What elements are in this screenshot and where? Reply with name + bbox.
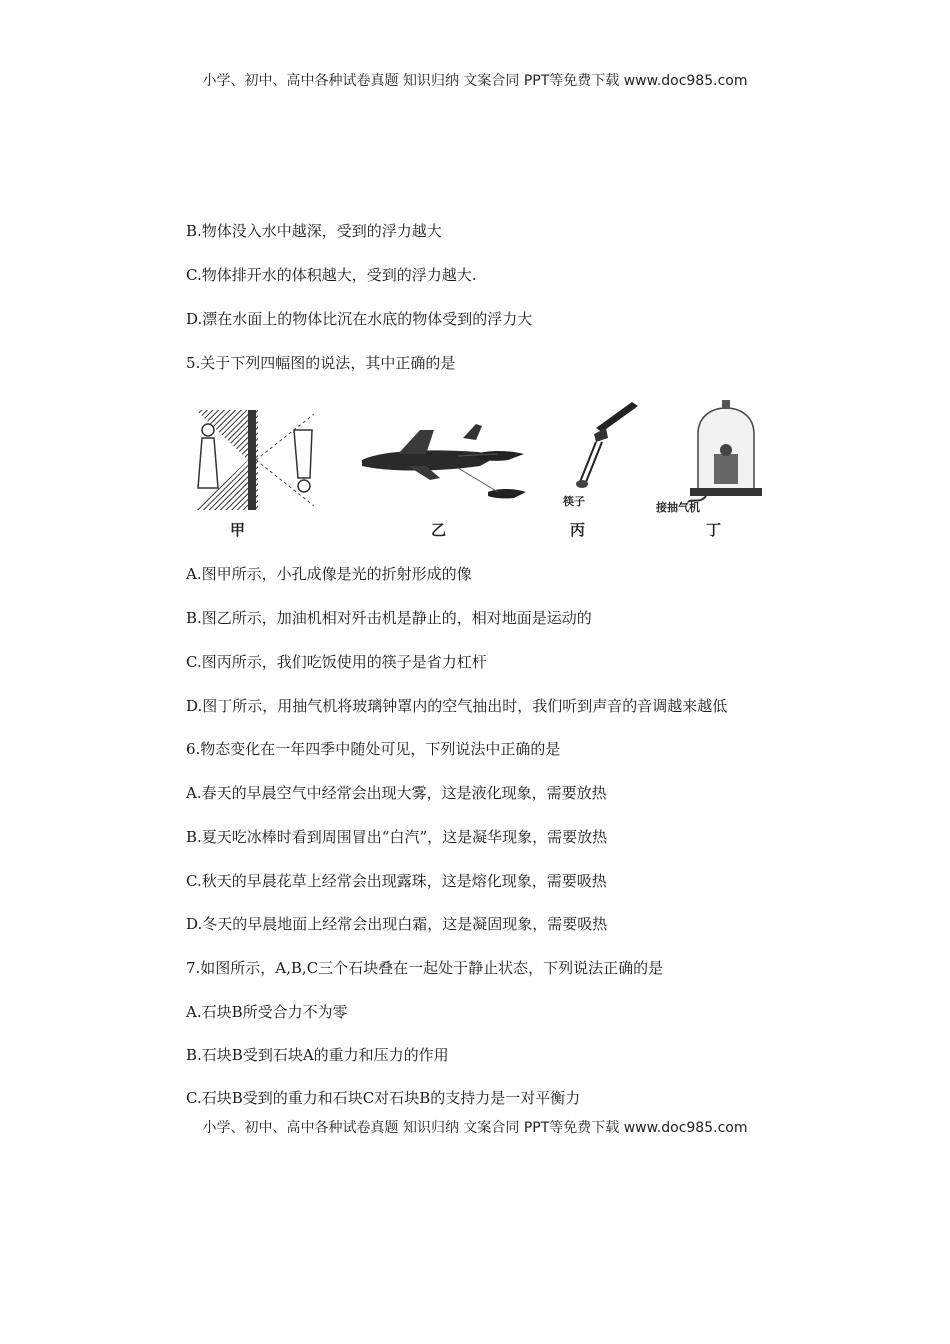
figure-jia-pinhole [186,408,326,513]
option-5b: B.图乙所示，加油机相对歼击机是静止的，相对地面是运动的 [186,609,592,627]
caption-jia: 甲 [230,521,246,539]
question-7: 7.如图所示，A,B,C三个石块叠在一起处于静止状态，下列说法正确的是 [186,959,664,977]
caption-bing: 丙 [570,521,586,539]
option-4b: B.物体没入水中越深，受到的浮力越大 [186,222,442,240]
option-4c: C.物体排开水的体积越大，受到的浮力越大. [186,266,477,284]
option-7c: C.石块B受到的重力和石块C对石块B的支持力是一对平衡力 [186,1089,581,1107]
figure-ding-belljar [686,398,766,506]
question-6: 6.物态变化在一年四季中随处可见，下列说法中正确的是 [186,740,561,758]
option-4d: D.漂在水面上的物体比沉在水底的物体受到的浮力大 [186,310,533,328]
page-footer: 小学、初中、高中各种试卷真题 知识归纳 文案合同 PPT等免费下载 www.doc985.com [202,1120,748,1136]
caption-ding: 丁 [706,521,722,539]
figure-row [186,398,766,543]
caption-yi: 乙 [431,521,447,539]
option-6b: B.夏天吃冰棒时看到周围冒出“白汽”，这是凝华现象，需要放热 [186,828,608,846]
option-7b: B.石块B受到石块A的重力和压力的作用 [186,1046,449,1064]
option-5d: D.图丁所示，用抽气机将玻璃钟罩内的空气抽出时，我们听到声音的音调越来越低 [186,697,728,715]
option-6c: C.秋天的早晨花草上经常会出现露珠，这是熔化现象，需要吸热 [186,872,607,890]
label-chopsticks: 筷子 [563,495,585,508]
figure-bing-chopsticks [566,398,646,498]
label-pump: 接抽气机 [656,501,700,514]
option-6a: A.春天的早晨空气中经常会出现大雾，这是液化现象，需要放热 [186,784,607,802]
option-6d: D.冬天的早晨地面上经常会出现白霜，这是凝固现象，需要吸热 [186,915,608,933]
question-5: 5.关于下列四幅图的说法，其中正确的是 [186,354,456,372]
page-header: 小学、初中、高中各种试卷真题 知识归纳 文案合同 PPT等免费下载 www.doc985.com [202,73,748,89]
option-5a: A.图甲所示，小孔成像是光的折射形成的像 [186,565,472,583]
option-5c: C.图丙所示，我们吃饭使用的筷子是省力杠杆 [186,653,487,671]
figure-yi-aircraft [358,410,528,510]
option-7a: A.石块B所受合力不为零 [186,1003,348,1021]
